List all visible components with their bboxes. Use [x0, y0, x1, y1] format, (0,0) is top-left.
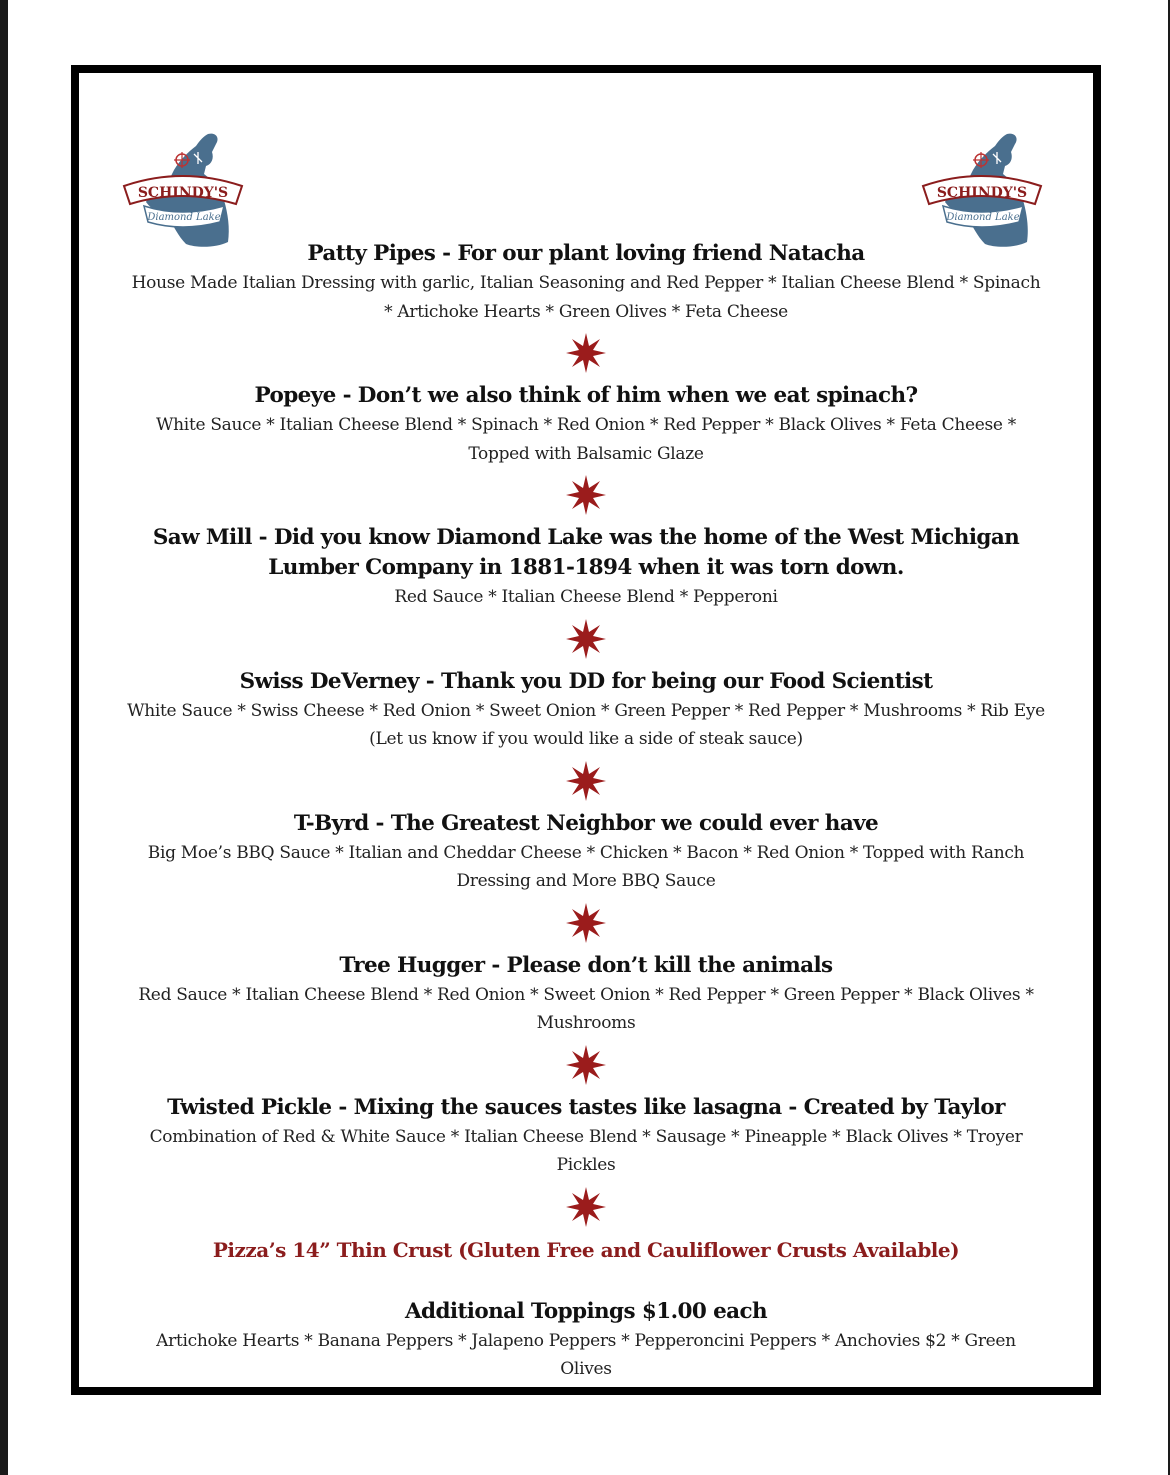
left-window-edge: [0, 0, 8, 1475]
item-title: T-Byrd - The Greatest Neighbor we could ever have: [293, 810, 879, 836]
item-title: Twisted Pickle - Mixing the sauces tastes like lasagna - Created by Taylor: [167, 1094, 1005, 1120]
item-description-line: (Let us know if you would like a side of steak sauce): [369, 729, 803, 749]
schindys-logo-right: [915, 130, 1050, 250]
crust-note: Pizza’s 14” Thin Crust (Gluten Free and Cauliflower Crusts Available): [212, 1237, 960, 1262]
star-divider-icon: [566, 475, 606, 515]
additional-toppings-line: Artichoke Hearts * Banana Peppers * Jalapeno Peppers * Pepperoncini Peppers * Anchovies $2 * Green: [156, 1330, 1016, 1351]
item-title: Swiss DeVerney - Thank you DD for being our Food Scientist: [239, 668, 933, 694]
star-divider-icon: [566, 903, 606, 943]
additional-toppings-title: Additional Toppings $1.00 each: [404, 1298, 768, 1324]
item-title: Patty Pipes - For our plant loving friend Natacha: [307, 241, 865, 266]
item-title: Popeye - Don’t we also think of him when we eat spinach?: [254, 383, 918, 408]
item-description-line: White Sauce * Swiss Cheese * Red Onion * Sweet Onion * Green Pepper * Red Pepper * Mushrooms * Rib Eye: [127, 700, 1045, 721]
additional-toppings: [87, 1297, 1085, 1384]
item-title: Saw Mill - Did you know Diamond Lake was the home of the West Michigan Lumber Company in 1881-1894 when it was torn down.: [152, 525, 1020, 580]
item-description-line: Mushrooms: [536, 1013, 636, 1033]
logo-name-text: SCHINDY'S: [137, 185, 229, 201]
menu-item: [87, 951, 1085, 1038]
star-divider-icon: [566, 1045, 606, 1085]
item-description-line: Combination of Red & White Sauce * Italian Cheese Blend * Sausage * Pineapple * Black Olives * Troyer: [149, 1126, 1023, 1147]
logo-sub-text: Diamond Lake: [147, 212, 221, 223]
menu-item: [87, 381, 1085, 468]
item-description-line: Topped with Balsamic Glaze: [468, 443, 704, 464]
item-title: Tree Hugger - Please don’t kill the animals: [339, 952, 833, 978]
item-description-line: Pickles: [556, 1155, 616, 1175]
menu-item: [87, 667, 1085, 754]
item-description-line: Red Sauce * Italian Cheese Blend * Pepperoni: [394, 587, 778, 607]
additional-toppings-line: Olives: [560, 1359, 612, 1379]
menu-item: [87, 239, 1085, 326]
star-divider-icon: [566, 619, 606, 659]
menu-item: [87, 1093, 1085, 1180]
star-divider-icon: [566, 1187, 606, 1227]
item-description-line: Big Moe’s BBQ Sauce * Italian and Cheddar Cheese * Chicken * Bacon * Red Onion * Topped with Ranch: [147, 842, 1025, 863]
menu-content: [87, 239, 1085, 1384]
star-divider-icon: [566, 761, 606, 801]
item-description-line: White Sauce * Italian Cheese Blend * Spinach * Red Onion * Red Pepper * Black Olives * Feta Cheese *: [155, 415, 1016, 435]
logo-name-text: SCHINDY'S: [936, 185, 1028, 201]
menu-item: [87, 523, 1085, 612]
schindys-logo-left: [116, 130, 251, 250]
menu-page-frame: [71, 65, 1101, 1395]
item-description-line: * Artichoke Hearts * Green Olives * Feta Cheese: [384, 301, 788, 322]
logo-sub-text: Diamond Lake: [946, 212, 1020, 223]
star-divider-icon: [566, 333, 606, 373]
menu-item: [87, 809, 1085, 896]
item-description-line: Red Sauce * Italian Cheese Blend * Red Onion * Sweet Onion * Red Pepper * Green Pepper * Black Olives *: [138, 984, 1034, 1005]
item-description-line: Dressing and More BBQ Sauce: [456, 871, 716, 891]
item-description-line: House Made Italian Dressing with garlic, Italian Seasoning and Red Pepper * Italian Cheese Blend * Spinach: [131, 273, 1041, 293]
